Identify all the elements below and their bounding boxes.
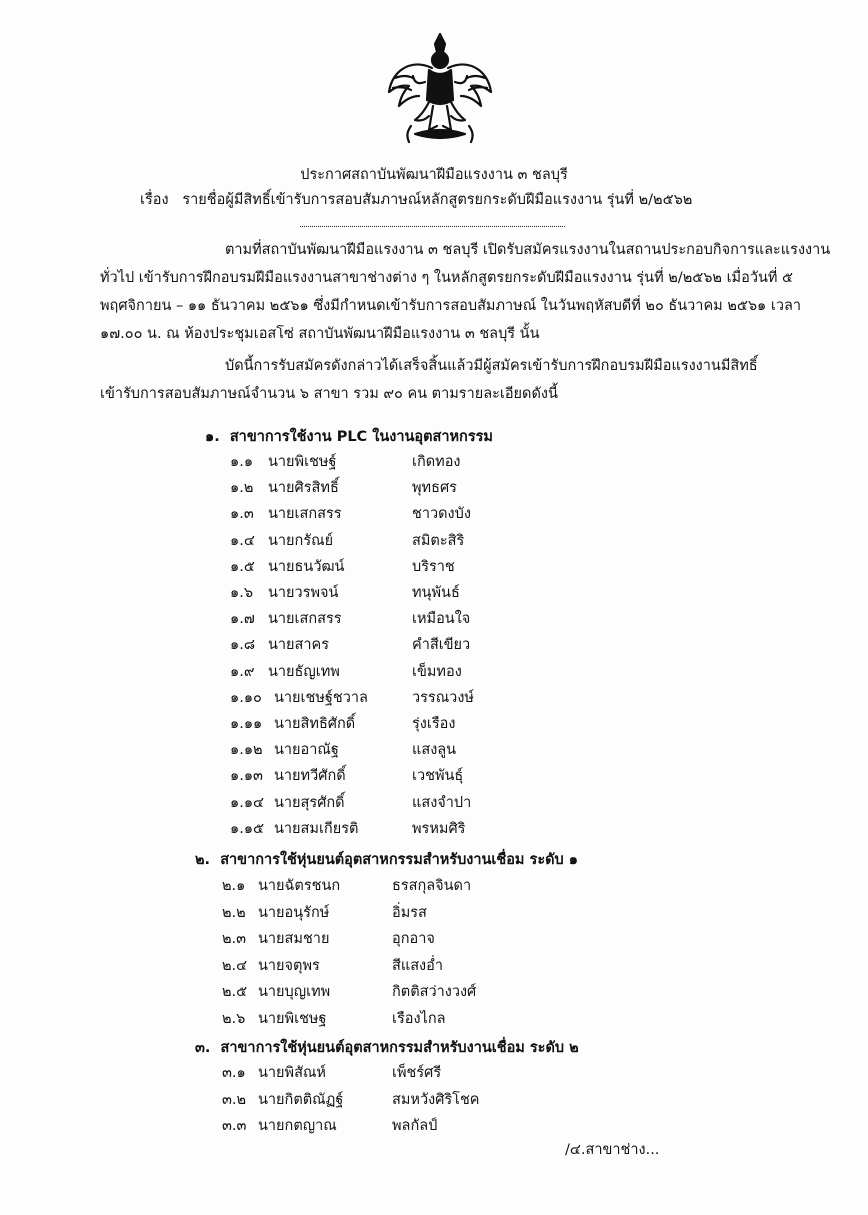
entry-number: ๑.๓ [230, 506, 254, 523]
body-line-5: บัดนี้การรับสมัครดังกล่าวได้เสร็จสิ้นแล้วมีผู้สมัครเข้ารับการฝึกอบรมฝีมือแรงงานมีสิทธิ์ [225, 358, 758, 374]
entry-number: ๑.๗ [230, 611, 255, 628]
section-title: สาขาการใช้หุ่นยนต์อุตสาหกรรมสำหรับงานเชื่อม ระดับ ๑ [220, 852, 578, 868]
section-heading [205, 427, 493, 447]
entry-first-name: นายเสกสรร [268, 611, 342, 628]
entry-first-name: นายเชษฐ์ชวาล [274, 689, 368, 706]
entry-number: ๓.๓ [222, 1118, 247, 1134]
entry-number: ๑.๑๑ [230, 716, 263, 732]
entry-number: ๒.๖ [222, 1010, 246, 1027]
section-number: ๑. [205, 429, 220, 445]
entry-number: ๑.๑๔ [230, 794, 264, 811]
entry-first-name: นายฉัตรชนก [258, 878, 341, 894]
entry-number: ๑.๑๐ [230, 689, 262, 706]
entry-last-name: แสงจำปา [412, 794, 472, 811]
entry-first-name: นายบุญเทพ [258, 984, 331, 1000]
entry-last-name: เกิดทอง [412, 454, 461, 470]
entry-last-name: บริราช [412, 558, 455, 575]
entry-number: ๑.๘ [230, 637, 255, 654]
entry-first-name: นายสมเกียรติ [274, 820, 359, 837]
entry-last-name: สมหวังศิริโชค [392, 1091, 480, 1108]
entry-last-name: พรหมศิริ [412, 820, 466, 837]
entry-first-name: นายศิรสิทธิ์ [268, 480, 339, 497]
entry-first-name: นายกิตติณัฏฐ์ [258, 1091, 344, 1108]
entry-last-name: แสงลูน [412, 742, 457, 759]
section-heading [195, 1038, 579, 1058]
entry-number: ๓.๑ [222, 1065, 246, 1081]
entry-first-name: นายกรัณย์ [268, 532, 334, 549]
entry-first-name: นายพิเชษฐ [258, 1010, 327, 1027]
entry-last-name: คำสีเขียว [412, 637, 471, 654]
entry-number: ๑.๔ [230, 532, 255, 549]
entry-number: ๓.๒ [222, 1091, 247, 1108]
entry-number: ๑.๑ [230, 454, 254, 470]
section-number: ๓. [195, 1040, 211, 1056]
section-title: สาขาการใช้งาน PLC ในงานอุตสาหกรรม [229, 429, 493, 445]
entry-number: ๑.๖ [230, 585, 254, 601]
entry-number: ๑.๑๓ [230, 768, 263, 785]
dotted-divider [300, 226, 565, 227]
entry-last-name: สีแสงอ่ำ [392, 957, 443, 974]
entry-last-name: เหมือนใจ [412, 611, 471, 628]
entry-first-name: นายจตุพร [258, 957, 320, 974]
entry-number: ๒.๔ [222, 957, 248, 974]
entry-first-name: นายพิสัณห์ [258, 1065, 326, 1081]
entry-last-name: อุกอาจ [392, 931, 435, 947]
entry-last-name: วรรณวงษ์ [412, 689, 474, 706]
section-title: สาขาการใช้หุ่นยนต์อุตสาหกรรมสำหรับงานเชื่อม ระดับ ๒ [220, 1040, 579, 1056]
entry-first-name: นายอนุรักษ์ [258, 904, 330, 921]
entry-last-name: เข็มทอง [412, 663, 462, 680]
entry-number: ๒.๒ [222, 904, 246, 921]
announcement-title: ประกาศสถาบันพัฒนาฝีมือแรงงาน ๓ ชลบุรี [300, 167, 568, 183]
entry-last-name: ธรสกุลจินดา [392, 878, 472, 894]
entry-last-name: รุ่งเรือง [412, 716, 456, 732]
entry-first-name: นายสิทธิศักดิ์ [274, 716, 356, 732]
entry-first-name: นายวรพจน์ [268, 585, 339, 601]
entry-first-name: นายพิเชษฐ์ [268, 454, 337, 470]
body-line-6: เข้ารับการสอบสัมภาษณ์จำนวน ๖ สาขา รวม ๙๐ คน ตามรายละเอียดดังนี้ [100, 386, 558, 402]
garuda-emblem-icon [385, 30, 495, 145]
entry-first-name: นายสมชาย [258, 931, 330, 947]
entry-first-name: นายกตญาณ [258, 1118, 337, 1134]
entry-number: ๒.๕ [222, 984, 248, 1000]
body-line-4: ๑๗.๐๐ น. ณ ห้องประชุมเอสโซ่ สถาบันพัฒนาฝีมือแรงงาน ๓ ชลบุรี นั้น [100, 326, 540, 342]
entry-number: ๒.๑ [222, 878, 246, 894]
entry-first-name: นายธัญเทพ [268, 663, 340, 680]
continuation-footer: /๔.สาขาช่าง... [565, 1142, 660, 1158]
entry-number: ๒.๓ [222, 931, 247, 947]
body-line-3: พฤศจิกายน – ๑๑ ธันวาคม ๒๕๖๑ ซึ่งมีกำหนดเข้ารับการสอบสัมภาษณ์ ในวันพฤหัสบดีที่ ๒๐ ธันวาคม ๒๕๖๑ เวลา [100, 298, 801, 314]
section-heading [195, 850, 578, 870]
entry-last-name: สมิตะสิริ [412, 532, 465, 549]
entry-number: ๑.๑๒ [230, 742, 263, 759]
entry-number: ๑.๑๕ [230, 820, 264, 837]
entry-first-name: นายเสกสรร [268, 506, 342, 523]
entry-first-name: นายธนวัฒน์ [268, 558, 345, 575]
entry-first-name: นายสาคร [268, 637, 330, 654]
section-number: ๒. [195, 852, 211, 868]
entry-last-name: เรืองไกล [392, 1010, 446, 1027]
entry-last-name: เพ็ชร์ศรี [392, 1065, 442, 1081]
entry-first-name: นายสุรศักดิ์ [274, 794, 345, 811]
entry-last-name: กิตติสว่างวงศ์ [392, 984, 477, 1000]
entry-last-name: อิ่มรส [392, 904, 427, 921]
entry-last-name: พลกัลป์ [392, 1118, 438, 1134]
entry-number: ๑.๙ [230, 663, 255, 680]
subject-text: รายชื่อผู้มีสิทธิ์เข้ารับการสอบสัมภาษณ์หลักสูตรยกระดับฝีมือแรงงาน รุ่นที่ ๒/๒๕๖๒ [182, 192, 693, 208]
entry-last-name: ชาวดงบัง [412, 506, 471, 523]
entry-number: ๑.๒ [230, 480, 254, 497]
entry-last-name: พุทธศร [412, 480, 457, 497]
entry-number: ๑.๕ [230, 558, 255, 575]
body-line-1: ตามที่สถาบันพัฒนาฝีมือแรงงาน ๓ ชลบุรี เปิดรับสมัครแรงงานในสถานประกอบกิจการและแรงงาน [225, 242, 831, 258]
entry-last-name: เวชพันธุ์ [412, 768, 464, 785]
subject-line [140, 190, 692, 210]
subject-label: เรื่อง [140, 192, 169, 208]
body-line-2: ทั่วไป เข้ารับการฝึกอบรมฝีมือแรงงานสาขาช่างต่าง ๆ ในหลักสูตรยกระดับฝีมือแรงงาน รุ่นที่ ๒/๒๕๖๒ เมื่อวันที่ ๕ [100, 270, 794, 286]
entry-first-name: นายทวีศักดิ์ [274, 768, 346, 785]
entry-last-name: ทนุพันธ์ [412, 585, 460, 601]
entry-first-name: นายอาณัฐ [274, 742, 339, 759]
